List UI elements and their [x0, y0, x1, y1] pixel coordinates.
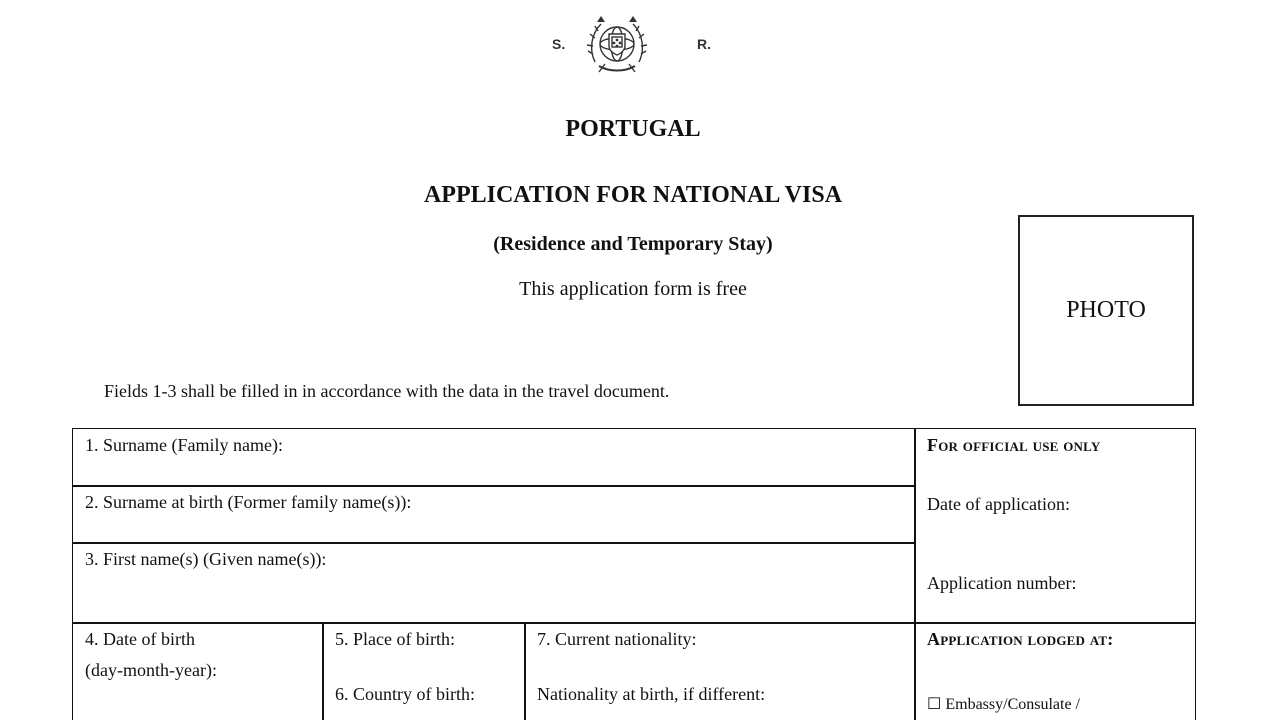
form-subtitle: (Residence and Temporary Stay) — [493, 233, 773, 255]
surname-at-birth-field[interactable] — [72, 485, 916, 544]
photo-box[interactable] — [1018, 215, 1194, 406]
form-title: APPLICATION FOR NATIONAL VISA — [423, 182, 843, 208]
date-of-birth-label: 4. Date of birth — [85, 629, 195, 649]
header-letter-s: S. — [552, 36, 566, 52]
application-form-grid — [72, 428, 1196, 720]
first-names-label: 3. First name(s) (Given name(s)): — [85, 549, 327, 569]
photo-label: PHOTO — [1066, 297, 1146, 323]
nationality-field[interactable] — [524, 622, 916, 720]
official-use-heading: For official use only — [927, 435, 1101, 455]
current-nationality-label: 7. Current nationality: — [537, 629, 697, 649]
application-lodged-heading: Application lodged at: — [927, 629, 1114, 649]
date-of-birth-format: (day-month-year): — [85, 660, 217, 680]
free-form-note: This application form is free — [519, 278, 747, 300]
header-letter-r: R. — [697, 36, 711, 52]
date-of-application-label: Date of application: — [927, 494, 1070, 514]
date-of-birth-field[interactable] — [72, 622, 324, 720]
portugal-coat-of-arms-icon — [585, 10, 649, 76]
country-title: PORTUGAL — [565, 116, 701, 142]
surname-label: 1. Surname (Family name): — [85, 435, 283, 455]
place-of-birth-label: 5. Place of birth: — [335, 629, 455, 649]
instruction-note: Fields 1-3 shall be filled in in accordance with the data in the travel document. — [104, 381, 670, 401]
surname-at-birth-label: 2. Surname at birth (Former family name(s)): — [85, 492, 412, 512]
nationality-at-birth-label: Nationality at birth, if different: — [537, 684, 766, 704]
surname-field[interactable] — [72, 428, 916, 487]
application-lodged-box — [914, 622, 1196, 720]
country-of-birth-label: 6. Country of birth: — [335, 684, 475, 704]
embassy-consulate-checkbox[interactable]: ☐ Embassy/Consulate / — [927, 696, 1080, 713]
application-number-label: Application number: — [927, 573, 1077, 593]
official-use-box — [914, 428, 1196, 624]
place-country-of-birth-field[interactable] — [322, 622, 526, 720]
first-names-field[interactable] — [72, 542, 916, 624]
